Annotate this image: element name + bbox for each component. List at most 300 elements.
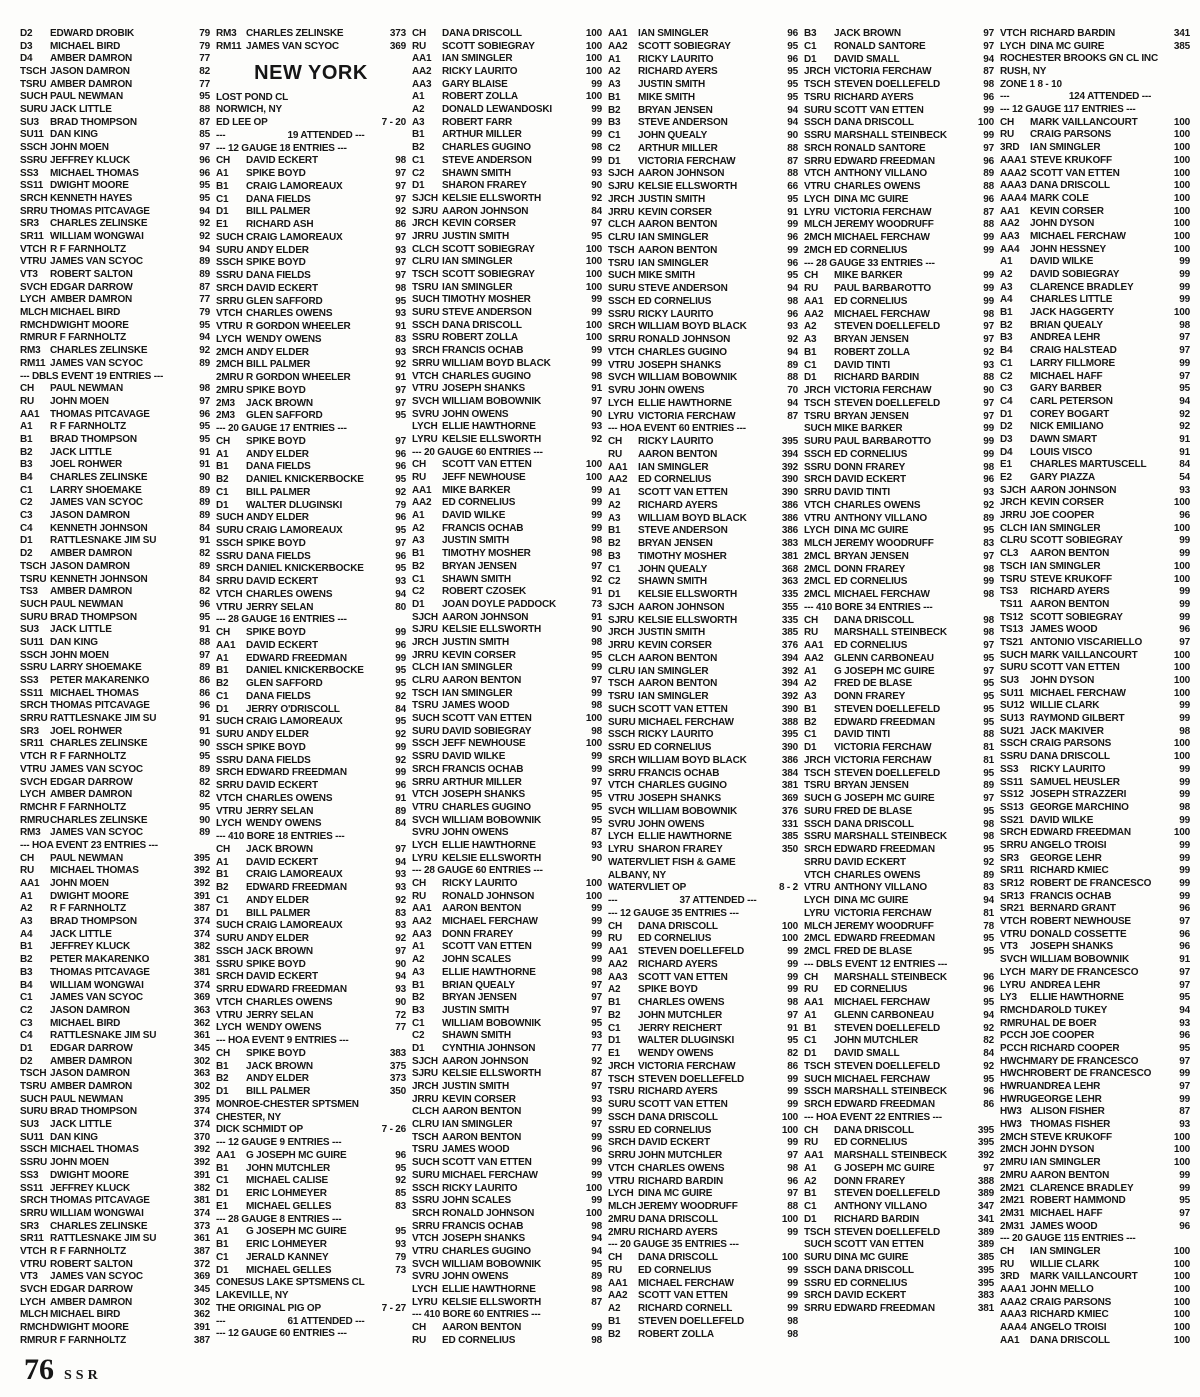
result-code: SJRU (412, 624, 438, 636)
result-row (1000, 992, 1190, 1005)
result-row (216, 678, 406, 691)
result-name: DAVID ECKERT (246, 971, 318, 983)
result-row (20, 231, 210, 244)
result-score: 95 (395, 678, 406, 689)
result-score: 91 (199, 725, 210, 737)
result-code: SURU (412, 725, 440, 737)
result-code: B2 (216, 678, 229, 689)
result-name: ELLIE HAWTHORNE (442, 966, 536, 978)
result-score: 97 (395, 537, 406, 549)
result-score: 381 (781, 550, 798, 562)
result-row (216, 245, 406, 258)
result-score: 99 (787, 946, 798, 957)
result-code: VTCH (804, 168, 831, 180)
result-row (20, 168, 210, 181)
result-code: LYRU (412, 1296, 438, 1308)
result-score: 99 (591, 751, 602, 763)
result-row (804, 704, 994, 717)
result-code: SS3 (20, 167, 39, 179)
result-code: A1 (20, 421, 33, 433)
result-row (1000, 599, 1190, 612)
result-row (216, 818, 406, 831)
result-code: SSCH (1000, 738, 1027, 750)
result-code: D1 (608, 155, 621, 167)
result-code: SJRU (412, 205, 438, 217)
result-name: ED CORNELIUS (834, 448, 908, 460)
result-name: RATTLESNAKE JIM SU (50, 535, 157, 547)
result-code: CH (608, 920, 623, 932)
result-code: VTCH (216, 792, 243, 804)
result-score: 96 (1179, 903, 1190, 915)
result-row (412, 624, 602, 637)
result-score: 98 (983, 79, 994, 90)
result-code: B3 (608, 550, 621, 562)
result-score: 361 (193, 1233, 210, 1245)
result-score: 395 (977, 1277, 994, 1289)
result-score: 89 (199, 269, 210, 281)
result-code: HWCH (1000, 1068, 1030, 1080)
result-code: SVRU (412, 408, 439, 420)
result-name: STEVEN DOELLEFELD (834, 1060, 941, 1072)
result-score: 93 (395, 869, 406, 881)
result-row (804, 1290, 994, 1303)
result-code: SS13 (1000, 801, 1024, 813)
result-score: 100 (1173, 243, 1190, 255)
result-name: ANTONIO VISCARIELLO (1030, 637, 1143, 648)
result-code: D1 (216, 1086, 229, 1097)
result-name: SCOTT SOBIEGRAY (1030, 535, 1123, 547)
result-code: SSRU (804, 130, 831, 141)
result-row (1000, 650, 1190, 663)
result-row (20, 333, 210, 346)
result-score: 341 (1173, 28, 1190, 39)
result-code: SVRU (412, 1271, 439, 1283)
result-row (412, 840, 602, 853)
result-code: SUCH (1000, 649, 1028, 661)
result-row (412, 333, 602, 346)
result-score: 302 (193, 1081, 210, 1093)
result-code: SUCH (216, 920, 244, 932)
club-info (216, 104, 406, 117)
result-code: B1 (216, 461, 229, 473)
result-code: TSRU (608, 257, 635, 269)
result-code: CH (1000, 1246, 1015, 1257)
result-score: 95 (983, 1073, 994, 1085)
result-code: SURU (20, 611, 48, 623)
result-row (1000, 193, 1190, 206)
result-name: THOMAS PITCAVAGE (50, 1195, 150, 1207)
result-score: 89 (395, 805, 406, 817)
result-name: JOHN MOEN (50, 649, 109, 661)
result-score: 88 (787, 372, 798, 384)
result-row (804, 1048, 994, 1061)
result-code: VTCH (20, 751, 47, 763)
result-name: DANA DRISCOLL (638, 1213, 718, 1225)
result-name: SPIKE BOYD (246, 1047, 306, 1059)
result-row (20, 688, 210, 701)
result-name: TIMOTHY MOSHER (442, 548, 531, 560)
result-score: 91 (591, 586, 602, 598)
result-score: 97 (591, 218, 602, 230)
dash-prefix: --- (216, 129, 226, 141)
result-row (804, 296, 994, 309)
result-name: ED CORNELIUS (638, 1124, 712, 1136)
result-code: SSCH (412, 319, 439, 331)
result-score: 95 (591, 814, 602, 826)
result-row (20, 117, 210, 130)
result-name: SCOTT VAN ETTEN (834, 104, 924, 116)
result-row (804, 921, 994, 934)
result-score: 99 (787, 1226, 798, 1238)
result-row (216, 1265, 406, 1278)
result-row (608, 1265, 798, 1278)
result-score: 91 (199, 446, 210, 458)
result-score: 95 (787, 40, 798, 52)
result-score: 395 (193, 852, 210, 864)
result-score: 99 (591, 1169, 602, 1181)
result-code: HWRU (1000, 1093, 1030, 1105)
result-score: 91 (1179, 446, 1190, 458)
result-score: 386 (781, 754, 798, 766)
result-name: IAN SMINGLER (638, 665, 709, 677)
result-code: SRCH (412, 1207, 440, 1219)
result-row (216, 283, 406, 296)
result-score: 96 (787, 232, 798, 243)
result-row (608, 1188, 798, 1201)
result-score: 92 (199, 218, 210, 230)
result-name: SCOTT SOBIEGRAY (638, 40, 731, 52)
result-score: 99 (787, 1290, 798, 1302)
result-row (20, 726, 210, 739)
result-score: 99 (591, 763, 602, 775)
result-name: RICKY LAURITO (638, 436, 714, 447)
result-score: 369 (781, 793, 798, 804)
result-row (412, 1208, 602, 1221)
result-row (20, 1056, 210, 1069)
result-name: MICHAEL FERCHAW (834, 308, 930, 320)
result-name: DONALD LEWANDOSKI (442, 104, 552, 116)
result-name: JEFFREY KLUCK (50, 941, 131, 953)
result-score: 99 (1179, 586, 1190, 598)
result-row (412, 1195, 602, 1208)
result-row (412, 383, 602, 396)
result-row (608, 41, 798, 54)
result-score: 93 (591, 421, 602, 433)
result-code: MLCH (20, 1309, 49, 1321)
result-row (216, 1252, 406, 1265)
result-row (20, 980, 210, 993)
result-row (1000, 1183, 1190, 1196)
result-score: 98 (787, 1315, 798, 1327)
result-row (608, 819, 798, 832)
result-score: 94 (787, 283, 798, 294)
result-name: RONALD SANTORE (834, 40, 926, 52)
result-row (804, 844, 994, 857)
result-score: 98 (1179, 319, 1190, 331)
result-name: RICHARD AYERS (638, 958, 718, 970)
result-score: 96 (983, 984, 994, 996)
result-name: JOHN HESSNEY (1030, 243, 1106, 255)
result-code: SJRU (608, 181, 634, 192)
result-row (1000, 561, 1190, 574)
result-score: 98 (591, 535, 602, 547)
result-name: ERIC LOHMEYER (246, 1188, 327, 1199)
result-score: 92 (983, 346, 994, 358)
club-info (216, 1303, 406, 1316)
result-row (216, 780, 406, 793)
result-code: JRRU (1000, 510, 1027, 522)
result-code: SRCH (804, 844, 832, 855)
page-footer (24, 1353, 102, 1387)
result-code: TSCH (608, 1073, 635, 1085)
result-name: IAN SMINGLER (638, 691, 709, 702)
result-code: SS11 (20, 1182, 44, 1194)
result-row (1000, 256, 1190, 269)
result-name: JOHN DYSON (1030, 675, 1095, 687)
result-row (216, 576, 406, 589)
result-row (1000, 815, 1190, 828)
result-code: TSRU (608, 691, 635, 702)
result-row (20, 1081, 210, 1094)
result-row (804, 691, 994, 704)
result-name: RICHARD AYERS (1030, 586, 1110, 598)
result-name: JEREMY WOODRUFF (834, 538, 934, 549)
result-row (412, 485, 602, 498)
result-score: 392 (193, 1157, 210, 1169)
result-row (1000, 523, 1190, 536)
result-name: AMBER DAMRON (50, 78, 133, 90)
result-name: DANA DRISCOLL (1030, 1334, 1110, 1346)
result-score: 355 (781, 601, 798, 613)
result-code: CLRU (608, 665, 635, 677)
result-score: 97 (1179, 966, 1190, 978)
result-score: 93 (395, 308, 406, 320)
result-row (216, 168, 406, 181)
result-row (20, 548, 210, 561)
club-info (216, 92, 406, 105)
result-name: MARK VAILLANCOURT (1030, 116, 1138, 128)
result-code: RMRU (1000, 1017, 1030, 1029)
result-score: 100 (781, 1111, 798, 1123)
result-name: BRYAN JENSEN (834, 780, 909, 792)
result-name: ANDY ELDER (246, 729, 309, 740)
result-row (1000, 853, 1190, 866)
result-row (216, 895, 406, 908)
result-name: R GORDON WHEELER (246, 321, 351, 332)
result-row (412, 929, 602, 942)
result-name: JACK LITTLE (50, 446, 112, 458)
result-code: RU (804, 984, 819, 996)
result-score: 96 (199, 700, 210, 712)
result-name: CHARLES OWENS (638, 997, 725, 1008)
result-row (804, 1010, 994, 1023)
result-code: SRCH (804, 142, 832, 154)
result-code: SJRU (608, 614, 634, 626)
result-row (608, 984, 798, 997)
result-code: SRRU (804, 487, 832, 498)
result-name: AARON JOHNSON (638, 168, 725, 180)
result-score: 100 (1173, 687, 1190, 699)
result-name: WENDY OWENS (246, 333, 322, 345)
result-score: 96 (787, 53, 798, 65)
result-row (412, 320, 602, 333)
result-score: 95 (591, 1017, 602, 1029)
result-row (1000, 371, 1190, 384)
result-code: CLCH (412, 243, 439, 255)
result-row (1000, 688, 1190, 701)
result-name: GLENN CARBONEAU (834, 1009, 934, 1021)
result-row (412, 53, 602, 66)
result-name: JOHN DYSON (1030, 218, 1095, 230)
result-code: AA1 (608, 1277, 628, 1289)
result-score: 100 (1173, 192, 1190, 204)
result-name: DINA MC GUIRE (834, 1252, 909, 1263)
result-code: SSRU (608, 1124, 635, 1136)
result-score: 90 (395, 958, 406, 970)
result-row (20, 383, 210, 396)
result-row (804, 143, 994, 156)
result-code: LYCH (216, 333, 242, 345)
result-score: 95 (395, 525, 406, 536)
result-score: 92 (591, 1055, 602, 1067)
result-name: KENNETH HAYES (50, 192, 133, 204)
result-code: TSCH (804, 767, 831, 779)
result-name: BRAD THOMPSON (50, 916, 137, 928)
result-code: MLCH (804, 219, 833, 231)
result-score: 389 (977, 1188, 994, 1200)
result-code: SR11 (20, 231, 44, 242)
result-name: DAVID ECKERT (246, 282, 318, 294)
result-code: VTCH (216, 996, 243, 1008)
result-code: VTRU (608, 1175, 635, 1187)
result-score: 81 (983, 907, 994, 919)
result-name: DAVID SMALL (834, 53, 900, 65)
result-row (20, 130, 210, 143)
result-row (1000, 1297, 1190, 1310)
result-code: CH (412, 28, 427, 39)
result-score: 88 (199, 637, 210, 648)
result-name: R F FARNHOLTZ (50, 243, 127, 255)
result-score: 96 (1179, 624, 1190, 636)
result-score: 92 (1179, 421, 1190, 433)
result-name: DONN FRAREY (442, 928, 514, 940)
result-row (216, 512, 406, 525)
result-name: DANIEL KNICKERBOCKE (246, 563, 364, 575)
result-code: SR11 (1000, 865, 1024, 877)
result-score: 395 (193, 1093, 210, 1105)
result-name: RATTLESNAKE JIM SU (50, 713, 157, 725)
result-code: LYCH (1000, 40, 1026, 52)
result-score: 392 (781, 665, 798, 677)
result-name: JERRY SELAN (246, 1009, 314, 1021)
event-header: --- 20 GAUGE 17 ENTRIES --- (216, 423, 347, 434)
result-row (216, 232, 406, 245)
event-header: --- 28 GAUGE 8 ENTRIES --- (216, 1213, 342, 1225)
shoot-date: 7 - 20 (381, 117, 406, 128)
result-name: CHARLES OWENS (246, 792, 333, 804)
result-score: 70 (787, 385, 798, 396)
result-name: JAMES WOOD (1030, 1220, 1098, 1232)
result-name: IAN SMINGLER (1030, 142, 1101, 154)
result-score: 99 (1179, 763, 1190, 775)
result-score: 97 (395, 384, 406, 396)
result-row (804, 28, 994, 41)
result-code: B3 (20, 966, 33, 978)
result-name: RICHARD BARDIN (834, 1213, 919, 1225)
result-name: EDWARD FREEDMAN (246, 882, 347, 893)
result-code: SVRU (608, 385, 635, 396)
result-code: C1 (216, 1251, 229, 1263)
result-row (1000, 269, 1190, 282)
club-text: CHESTER, NY (216, 1111, 282, 1123)
result-name: AARON BENTON (442, 675, 522, 687)
result-score: 86 (787, 1060, 798, 1072)
result-name: EDWARD FREEDMAN (834, 716, 935, 728)
result-name: WILLIAM BOYD BLACK (638, 512, 747, 524)
result-code: SR3 (20, 218, 39, 230)
result-score: 99 (787, 1277, 798, 1289)
result-score: 97 (591, 1081, 602, 1093)
result-score: 89 (199, 256, 210, 268)
result-score: 91 (395, 792, 406, 804)
result-row (804, 717, 994, 730)
result-name: BRYAN JENSEN (638, 538, 713, 549)
result-score: 95 (199, 421, 210, 433)
result-code: B2 (412, 992, 425, 1004)
result-code: AA1 (412, 53, 432, 65)
result-row (412, 1106, 602, 1119)
result-name: DWIGHT MOORE (50, 1322, 129, 1334)
result-code: RU (1000, 129, 1015, 141)
result-name: SHAWN SMITH (442, 573, 511, 585)
result-name: PAUL NEWMAN (50, 383, 123, 395)
result-name: FRANCIS OCHAB (1030, 890, 1112, 902)
result-name: AARON JOHNSON (442, 205, 529, 217)
result-row (412, 180, 602, 193)
result-score: 94 (787, 104, 798, 116)
result-code: SRCH (804, 1290, 832, 1302)
result-name: ANDY ELDER (246, 346, 309, 358)
result-name: EDGAR DARROW (50, 281, 133, 293)
result-code: RM11 (216, 40, 242, 52)
result-row (608, 385, 798, 398)
result-code: SU11 (20, 637, 44, 648)
result-name: CHARLES GUGINO (442, 801, 531, 813)
result-code: D1 (412, 1043, 425, 1054)
result-name: JACK BROWN (246, 397, 313, 409)
result-code: SSCH (216, 537, 243, 549)
result-row (1000, 41, 1190, 54)
result-score: 95 (787, 193, 798, 205)
result-row (20, 472, 210, 485)
result-score: 96 (395, 448, 406, 460)
result-name: IAN SMINGLER (442, 1119, 513, 1131)
result-score: 374 (193, 916, 210, 928)
result-score: 96 (1179, 928, 1190, 940)
result-score: 392 (781, 691, 798, 702)
result-name: DAVID WILKE (1030, 814, 1094, 826)
result-name: JUSTIN SMITH (638, 79, 706, 90)
result-name: SCOTT VAN ETTEN (442, 713, 532, 725)
result-row (1000, 675, 1190, 688)
result-score: 99 (395, 627, 406, 638)
result-name: STEVEN DOELLEFELD (834, 321, 941, 333)
result-name: DAVID ECKERT (246, 155, 318, 167)
result-score: 73 (591, 598, 602, 610)
result-score: 97 (591, 675, 602, 687)
result-name: MARSHALL STEINBECK (834, 1086, 947, 1098)
result-code: B2 (804, 716, 817, 728)
